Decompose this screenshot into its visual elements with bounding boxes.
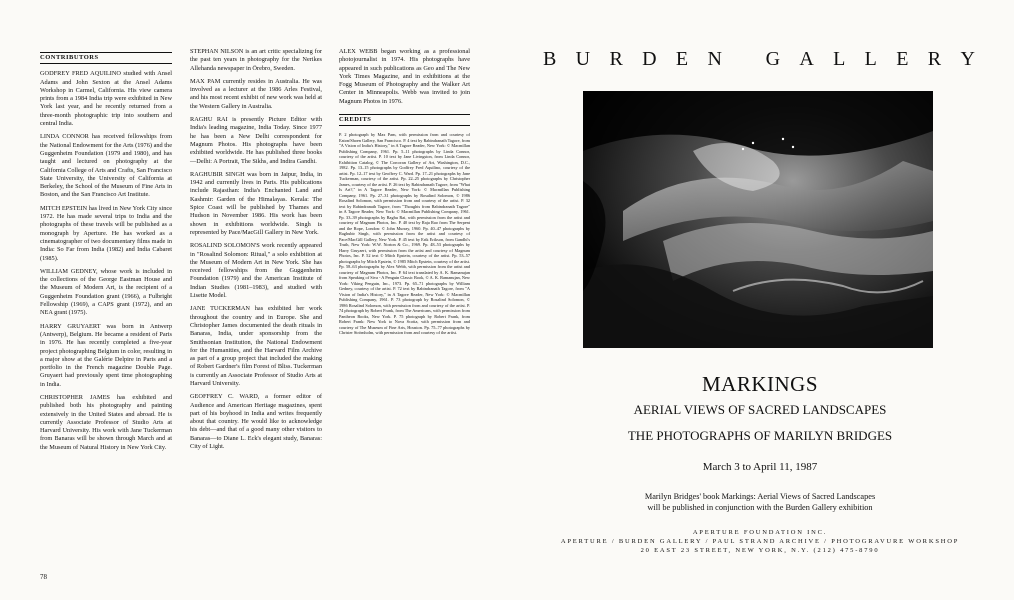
bio-list-1 — [40, 70, 172, 452]
contributor-bio — [40, 394, 172, 452]
contributor-text: is an art critic specializing for the past ten years in photography for the Nerikes Allehanda newspaper in Örebro, Sweden. — [190, 48, 322, 72]
contributor-name: HARRY GRUYAERT — [40, 322, 101, 330]
contributors-column-2 — [190, 48, 322, 456]
contributor-name: MITCH EPSTEIN — [40, 204, 88, 212]
footer-foundation: APERTURE FOUNDATION INC. — [692, 529, 828, 536]
contributor-bio — [190, 242, 322, 300]
aerial-photograph — [583, 91, 933, 348]
book-note-line-1: Marilyn Bridges' book Markings: Aerial Views of Sacred Landscapes — [644, 492, 876, 501]
contributor-text: was born in Antwerp (Antwerp), Belgium. He became a resident of Paris in 1976. He has recently completed a five-year project photographing Belgium in color, resulting in a major show at the Galérie Delpire in Paris and a portfolio in the French magazine Double Page. Gruyaert had previously spent time photographing in India. — [40, 322, 172, 388]
exhibition-subtitle: AERIAL VIEWS OF SACRED LANDSCAPES — [633, 402, 887, 417]
gallery-title-letter: U — [575, 48, 591, 70]
page-number: 78 — [40, 573, 47, 581]
gallery-title — [543, 48, 975, 71]
contributor-bio — [40, 133, 172, 199]
contributor-bio — [40, 323, 172, 389]
contributor-text: began working as a professional photojournalist in 1974. His photographs have appeared in such publications as Geo and The New York Times Magazine, and in exhibitions at the Fogg Museum of Photography and the Walker Art Center in Minneapolis. Webb was invited to join Magnum Photos in 1976. — [339, 48, 470, 105]
book-note — [540, 491, 980, 513]
gallery-title-letter: Y — [960, 48, 975, 70]
contributor-name: GODFREY FRED AQUILINO — [40, 70, 121, 78]
contributor-name: MAX PAM — [190, 77, 221, 85]
contributor-bio — [190, 393, 322, 451]
contributor-text: , whose work is included in the collections of the George Eastman House and the Museum of Modern Art, is the recipient of a Guggenheim Foundation grant (1966), a Fulbright Fellowship (1969), a CAPS grant (1972), and an NEA grant (1975). — [40, 267, 172, 317]
contributor-name: LINDA CONNOR — [40, 133, 89, 141]
gallery-title-letter — [741, 48, 746, 71]
exhibition-photographer: THE PHOTOGRAPHS OF MARILYN BRIDGES — [627, 428, 893, 443]
contributor-name: WILLIAM GEDNEY — [40, 267, 96, 275]
contributor-bio — [190, 305, 322, 388]
bio-list-3 — [339, 48, 470, 106]
contributor-name: GEOFFREY C. WARD — [190, 393, 258, 401]
contributor-text: has exhibited and published both his photography and painting extensively in the United States and abroad. He is currently Associate Professor of Studio Arts at Harvard University. His work with Jane Tuckerman from Banaras will be shown through March and at the Museum of Natural History in New York City. — [40, 393, 172, 451]
contributor-name: RAGHUBIR SINGH — [190, 170, 245, 178]
book-note-line-2: will be published in conjunction with the Burden Gallery exhibition — [647, 503, 873, 512]
contributor-bio — [190, 116, 322, 166]
contributor-text: is presently Picture Editor with India's leading magazine, India Today. Since 1977 he has been a New Delhi correspondent for Magnum Photos. His photographs have been exhibited worldwide. He has published three books—Delhi: A Portrait, The Sikhs, and Indira Gandhi. — [190, 116, 322, 165]
contributors-column-3 — [339, 48, 470, 336]
gallery-title-letter: R — [609, 48, 623, 70]
exhibition-dates: March 3 to April 11, 1987 — [702, 461, 818, 473]
contributor-bio — [40, 268, 172, 318]
gallery-title-letter: L — [833, 48, 846, 70]
gallery-title-letter: G — [765, 48, 781, 70]
contributor-text: studied with Ansel Adams and John Sexton at the Ansel Adams Workshop in Carmel, California. His view camera prints from a 1984 India trip were exhibited in New York last year, and he recently returned from a three-month photographic trip into southern and central India. — [40, 70, 172, 128]
bio-list-2 — [190, 48, 322, 451]
contributor-bio — [40, 70, 172, 128]
credits-heading: CREDITS — [339, 114, 470, 126]
gallery-title-letter: E — [896, 48, 909, 70]
footer-divisions: APERTURE / BURDEN GALLERY / PAUL STRAND ARCHIVE / PHOTOGRAVURE WORKSHOP — [560, 538, 960, 545]
contributors-column-1 — [40, 52, 172, 457]
contributor-bio — [190, 78, 322, 111]
contributor-text: has received fellowships from the National Endowment for the Arts (1976) and the Guggenheim Foundation (1979 and 1980), and has taught and lectured on photography at the California College of Arts and Crafts, San Francisco State University, the University of California at Berkeley, the School of the Museum of Fine Arts in Boston, and the San Francisco Art Institute. — [40, 133, 172, 199]
gallery-title-letter: R — [927, 48, 942, 70]
exhibition-title: MARKINGS — [701, 372, 818, 396]
gallery-title-letter: A — [799, 48, 814, 70]
contributor-text: currently resides in Australia. He was involved as a lecturer at the 1986 Arles Festival, and his most recent exhibit of new work was held at the Western Gallery in Australia. — [190, 77, 323, 110]
gallery-title-letter: E — [675, 48, 689, 70]
contributor-bio — [190, 48, 322, 73]
contributor-text: work recently appeared in "Rosalind Solomon: Ritual," a solo exhibition at the Museum of Modern Art in New York. She has received fellowships from the Guggenheim Foundation (1979) and the American Institute of Indian Studies (1981–1983), and studied with Lisette Model. — [190, 242, 322, 300]
contributor-name: RAGHU RAI — [190, 116, 228, 124]
contributor-bio — [339, 48, 470, 106]
contributor-name: ROSALIND SOLOMON'S — [190, 242, 260, 250]
gallery-title-letter: D — [642, 48, 657, 70]
contributor-bio — [190, 171, 322, 237]
gallery-title-letter: B — [543, 48, 557, 70]
gallery-title-letter: L — [864, 48, 877, 70]
contributor-text: has lived in New York City since 1972. He has made several trips to India and the photographs of these travels will be published as a monograph by Aperture. He has worked as a cinematographer of two documentary films made in India: So Far from India (1982) and India Cabaret (1985). — [40, 204, 172, 262]
contributor-text: was born in Jaipur, India, in 1942 and currently lives in Paris. His publications include Rajasthan: India's Enchanted Land and Kashmir: Garden of the Himalayas. Kerala: The Spice Coast will be published by Thames and Hudson in November 1986. His work has been shown in exhibitions worldwide. Singh is represented by Pace/MacGill Gallery in New York. — [190, 170, 322, 236]
contributor-name: JANE TUCKERMAN — [190, 305, 250, 313]
contributor-text: , a former editor of Audience and American Heritage magazines, spent part of his boyhood in India and writes frequently about that country. He would like to acknowledge his debt—and that of a good many other visitors to Banaras—to Diane L. Eck's elegant study, Banaras: City of Light. — [190, 393, 322, 451]
contributor-bio — [40, 205, 172, 263]
credits-text: P. 2 photograph by Max Pam, with permission from and courtesy of Eaton/Shoen Gallery, San Francisco. P. 4 text by Rabindranath Tagore, from "A Vision of India's History," in A Tagore Reader, New York: © Macmillan Publishing Company, 1961. Pp. 5–11 photographs by Linda Connor, courtesy of the artist. P. 10 text by Jane Livingston, from Linda Connor, Exhibition Catalog, © The Corcoran Gallery of Art, Washington, D.C., 1982. Pp. 13–15 photographs by Godfrey Fred Aquilino, courtesy of the artist. Pp. 12–17 text by Geoffrey C. Ward. Pp. 17–21 photographs by Jane Tuckerman, courtesy of the artist. Pp. 22–25 photographs by Christopher James, courtesy of the artist. P. 26 text by Rabindranath Tagore, from "What Is Art?," in A Tagore Reader, New York: © Macmillan Publishing Company, 1961. Pp. 27–31 photographs by Rosalind Solomon, © 1986 Rosalind Solomon, with permission from and courtesy of the artist. P. 32 text by Rabindranath Tagore, from "Thoughts from Rabindranath Tagore" in A Tagore Reader, New York: © Macmillan Publishing Company, 1961. Pp. 33–39 photographs by Raghu Rai, with permission from the artist and courtesy of Magnum Photos, Inc. P. 40 text by Raja Rao from The Serpent and the Rope, London: © John Murray, 1960. Pp. 40–47 photographs by Raghubir Singh, with permission from the artist and courtesy of Pace/MacGill Gallery, New York. P. 45 text by Erik Erikson, from Gandhi's Truth, New York: W.W. Norton & Co., 1969. Pp. 48–53 photographs by Harry Gruyaert, with permission from the artist and courtesy of Magnum Photos, Inc. P. 52 text © Mitch Epstein, courtesy of the artist. Pp. 53–57 photographs by Mitch Epstein, © 1985 Mitch Epstein, courtesy of the artist. Pp. 58–63 photographs by Alex Webb, with permission from the artist and courtesy of Magnum Photos, Inc. P. 64 text translated by A. K. Ramanujan from Speaking of Siva - A Penguin Classic Book, © A. K. Ramanujan, New York: Viking Penguin, Inc., 1973. Pp. 65–71 photographs by William Gedney, courtesy of the artist. P. 72 text by Rabindranath Tagore, from "A Vision of India's History," in A Tagore Reader, New York: © Macmillan Publishing Company, 1961. P. 73 photograph by Rosalind Solomon, © 1986 Rosalind Solomon, with permission from and courtesy of the artist. P. 74 photograph by Robert Frank, from The Americans, with permission from Pantheon Books, New York. P. 75 photograph by Robert Frank, from Robert Frank: New York to Nova Scotia, with permission from and courtesy of The Museum of Fine Arts, Houston. Pp. 75–77 photographs by Christer Strömholm, with permission from and courtesy of the artist. — [339, 132, 470, 336]
contributors-heading: CONTRIBUTORS — [40, 52, 172, 64]
contributor-text: has exhibited her work throughout the country and in Europe. She and Christopher James documented the death rituals in Banaras, India, under sponsorship from the Smithsonian Institution, the National Endowment for the Humanities, and the Harvard Film Archive as part of a group project that included the making of Robert Gardner's film Forest of Bliss. Tuckerman is currently an Associate Professor of Studio Arts at Harvard University. — [190, 305, 322, 387]
footer-address: 20 EAST 23 STREET, NEW YORK, N.Y. (212) 475-8790 — [640, 547, 880, 554]
contributor-name: CHRISTOPHER JAMES — [40, 393, 110, 401]
contributor-name: ALEX WEBB — [339, 48, 378, 55]
aerial-landscape-image — [583, 91, 933, 348]
gallery-title-letter: N — [707, 48, 722, 70]
contributor-name: STEPHAN NILSON — [190, 48, 244, 55]
